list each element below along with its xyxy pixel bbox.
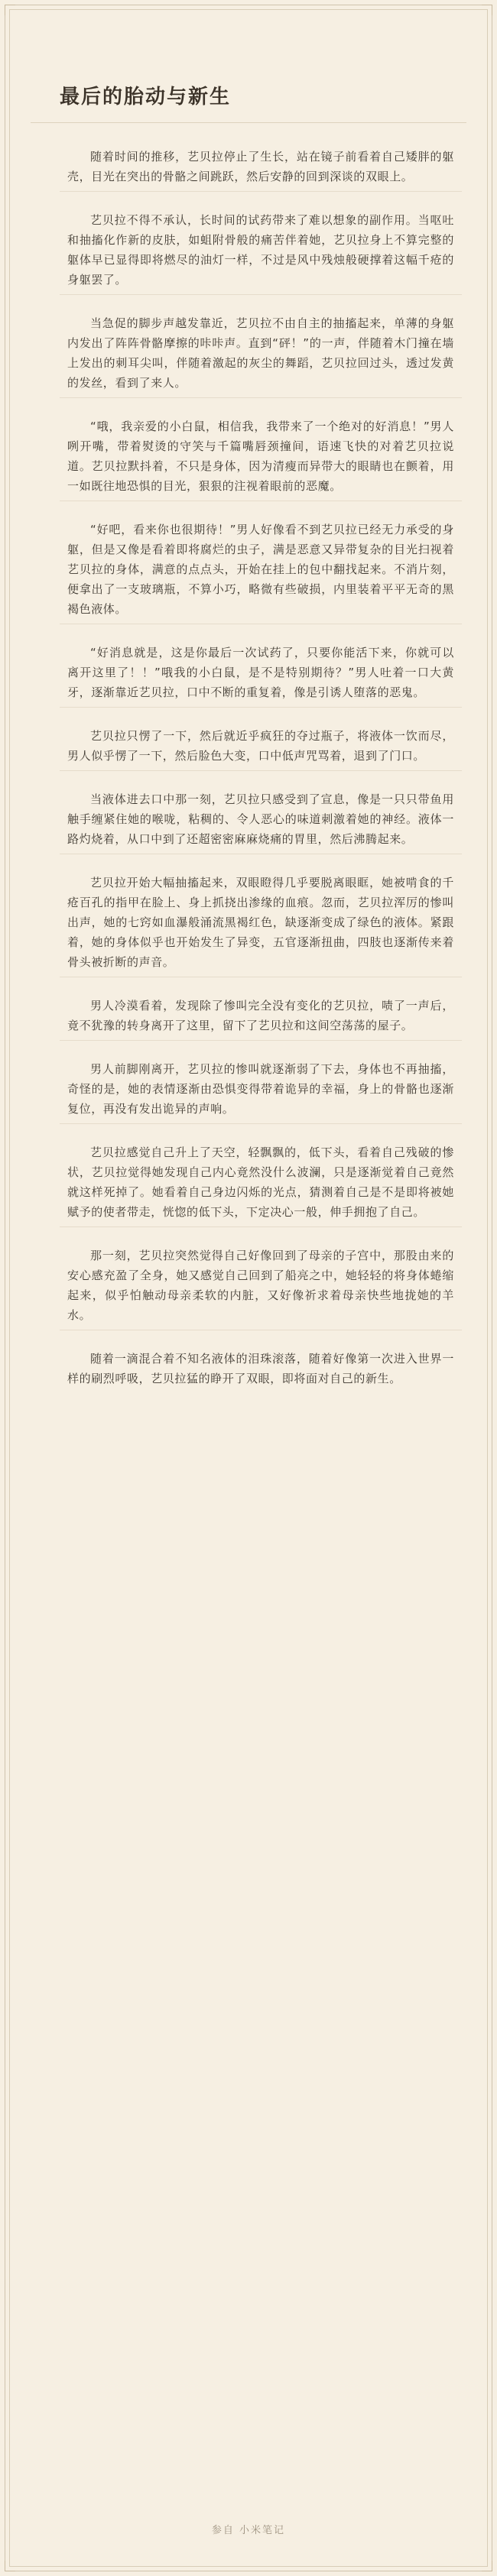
article-paragraph: 随着一滴混合着不知名液体的泪珠滚落，随着好像第一次进入世界一样的刷烈呼吸，艺贝拉猛的睁开了双眼，即将面对自己的新生。	[67, 1352, 454, 1385]
footer	[0, 2522, 497, 2536]
article-paragraph: 随着时间的推移，艺贝拉停止了生长，站在镜子前看着自己矮胖的躯壳，目光在突出的骨骼之间跳跃，然后安静的回到深谈的双眼上。	[60, 144, 462, 192]
frame-corner-bottom-right	[482, 2561, 492, 2571]
article-paragraph: 艺贝拉不得不承认，长时间的试药带来了难以想象的副作用。当呕吐和抽搐化作新的皮肤，如蛆附骨般的痛苦伴着她，艺贝拉身上不算完整的躯体早已显得即将燃尽的油灯一样，不过是风中残烛般硬撑着这幅千疮的身躯罢了。	[60, 207, 462, 295]
article-paragraph: “哦，我亲爱的小白鼠，相信我，我带来了一个绝对的好消息！”男人咧开嘴，带着熨烫的守笑与千篇嘴唇颈撞间，语速飞快的对着艺贝拉说道。艺贝拉默抖着，不只是身体，因为清瘦而异带大的眼睛也在颤着，用一如既往地恐惧的目光，狠狠的注视着眼前的恶魔。	[60, 413, 462, 501]
article-paragraph: 男人冷漠看着，发现除了惨叫完全没有变化的艺贝拉，啧了一声后，竟不犹豫的转身离开了这里，留下了艺贝拉和这间空荡荡的屋子。	[60, 993, 462, 1041]
article-paragraph: 艺贝拉只愣了一下，然后就近乎疯狂的夺过瓶子，将液体一饮而尽，男人似乎愣了一下，然后脸色大变，口中低声咒骂着，退到了门口。	[60, 723, 462, 771]
article-title: 最后的胎动与新生	[60, 86, 232, 109]
article-paragraph: 艺贝拉感觉自己升上了天空，轻飘飘的，低下头，看着自己残破的惨状，艺贝拉觉得她发现自己内心竟然没什么波澜，只是逐渐觉着自己竟然就这样死掉了。她看着自己身边闪烁的光点，猜测着自己是不是即将被她赋予的使者带走，恍惚的低下头，下定决心一般，伸手拥抱了自己。	[60, 1139, 462, 1227]
article-paragraph: 当液体进去口中那一刻，艺贝拉只感受到了宣息，像是一只只带鱼用触手缠紧住她的喉咙，粘稠的、令人恶心的味道刺激着她的神经。液体一路灼烧着，从口中到了还超密密麻麻烧痛的胃里，然后沸腾起来。	[60, 786, 462, 854]
frame-corner-bottom-left	[5, 2561, 15, 2571]
title-divider	[31, 122, 466, 123]
article-paragraph: 艺贝拉开始大幅抽搐起来，双眼瞪得几乎要脱离眼眶，她被啃食的千疮百孔的指甲在脸上、身上抓挠出渗缘的血痕。忽而，艺贝拉浑厉的惨叫出声，她的七窍如血瀑般涌流黑褐红色，缺逐渐变成了绿色的液体。紧跟着，她的身体似乎也开始发生了异变，五官逐渐扭曲，四肢也逐渐传来着骨头被折断的声音。	[60, 870, 462, 977]
frame-corner-top-right	[482, 5, 492, 15]
article-paragraph: “好吧，看来你也很期待！”男人好像看不到艺贝拉已经无力承受的身躯，但是又像是看着即将腐烂的虫子，满是恶意又异带复杂的目光扫视着艺贝拉的身体，满意的点点头，开始在挂上的包中翻找起来。不消片刻，便拿出了一支玻璃瓶，不算小巧，略微有些破损，内里装着平平无奇的黑褐色液体。	[60, 517, 462, 624]
article-paragraph: 那一刻，艺贝拉突然觉得自己好像回到了母亲的子宫中，那股由来的安心感充盈了全身，她又感觉自己回到了船亮之中，她轻轻的将身体蜷缩起来，似乎怕触动母亲柔软的内脏，又好像祈求着母亲快些地拢她的羊水。	[60, 1243, 462, 1330]
article-paragraph: 男人前脚刚离开，艺贝拉的惨叫就逐渐弱了下去，身体也不再抽搐，奇怪的是，她的表情逐渐由恐惧变得带着诡异的幸福，身上的骨骼也逐渐复位，再没有发出诡异的声响。	[60, 1056, 462, 1124]
frame-corner-top-left	[5, 5, 15, 15]
footer-text: 参自 小米笔记	[211, 2525, 286, 2536]
article-paragraph: “好消息就是，这是你最后一次试药了，只要你能活下来，你就可以离开这里了！！”哦我的小白鼠，是不是特别期待？”男人吐着一口大黄牙，逐渐靠近艺贝拉，口中不断的重复着，像是引诱人堕落的恶鬼。	[60, 640, 462, 708]
article-paragraph: 当急促的脚步声越发靠近，艺贝拉不由自主的抽搐起来，单薄的身躯内发出了阵阵骨骼摩擦的咔咔声。直到“砰！”的一声，伴随着木门撞在墙上发出的刺耳尖叫，伴随着激起的灰尘的舞蹈，艺贝拉回过头，透过发黄的发丝，看到了来人。	[60, 310, 462, 398]
article-body	[60, 144, 462, 1408]
